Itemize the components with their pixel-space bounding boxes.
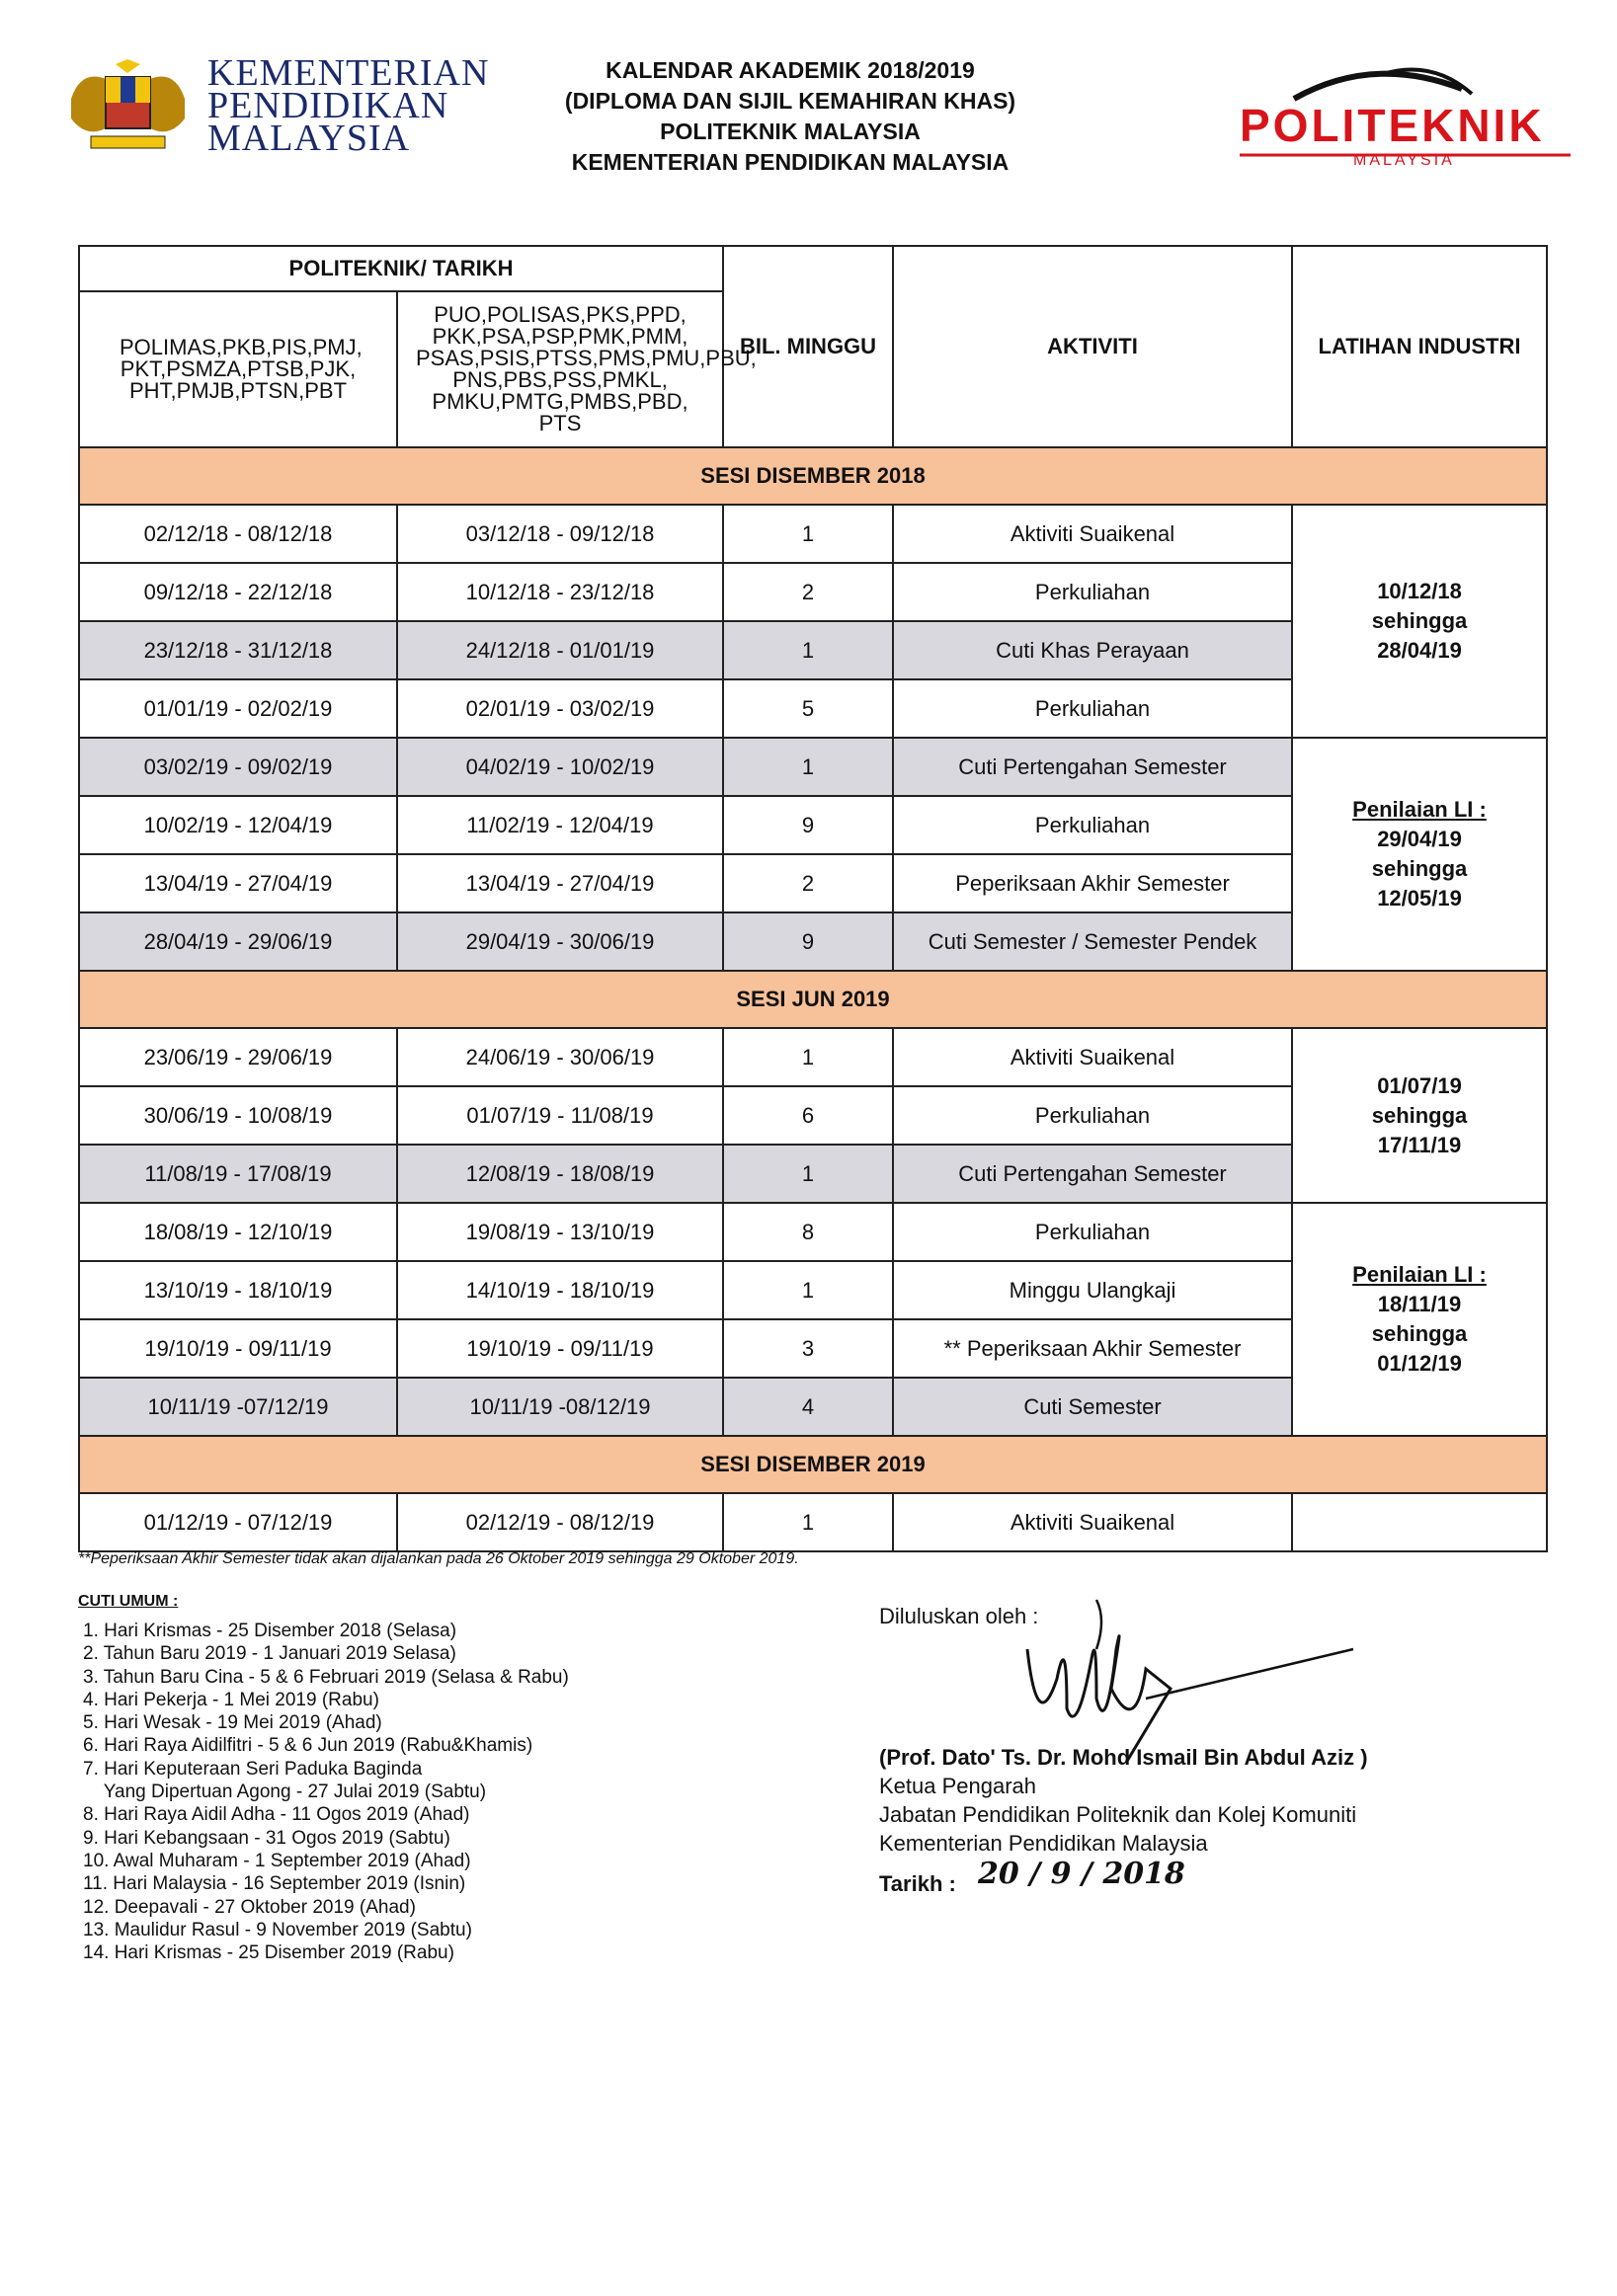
- week-count: 8: [723, 1203, 893, 1261]
- public-holidays-list: [83, 1620, 569, 1964]
- activity: Cuti Khas Perayaan: [893, 621, 1292, 679]
- date-range-group-1: 10/02/19 - 12/04/19: [79, 796, 397, 854]
- date-range-group-2: 24/12/18 - 01/01/19: [397, 621, 723, 679]
- week-count: 1: [723, 1028, 893, 1086]
- week-count: 1: [723, 1261, 893, 1319]
- title-line-2: (DIPLOMA DAN SIJIL KEMAHIRAN KHAS): [564, 88, 1016, 114]
- week-count: 6: [723, 1086, 893, 1145]
- activity: Aktiviti Suaikenal: [893, 505, 1292, 563]
- date-range-group-1: 13/10/19 - 18/10/19: [79, 1261, 397, 1319]
- date-range-group-1: 19/10/19 - 09/11/19: [79, 1319, 397, 1378]
- date-range-group-1: 02/12/18 - 08/12/18: [79, 505, 397, 563]
- week-count: 9: [723, 912, 893, 971]
- week-count: 1: [723, 621, 893, 679]
- industrial-training-period: [1292, 505, 1547, 738]
- li-until: sehingga: [1371, 608, 1468, 633]
- date-range-group-1: 01/12/19 - 07/12/19: [79, 1493, 397, 1551]
- sesi-label: SESI DISEMBER 2018: [79, 447, 1547, 505]
- sesi-row: [79, 971, 1547, 1028]
- date-range-group-1: 01/01/19 - 02/02/19: [79, 679, 397, 738]
- list-item: 6. Hari Raya Aidilfitri - 5 & 6 Jun 2019 (Rabu&Khamis): [83, 1735, 533, 1757]
- activity: ** Peperiksaan Akhir Semester: [893, 1319, 1292, 1378]
- public-holidays-title: CUTI UMUM :: [78, 1593, 179, 1610]
- activity: Perkuliahan: [893, 1086, 1292, 1145]
- date-range-group-2: 11/02/19 - 12/04/19: [397, 796, 723, 854]
- activity: Aktiviti Suaikenal: [893, 1028, 1292, 1086]
- date-range-group-2: 01/07/19 - 11/08/19: [397, 1086, 723, 1145]
- industrial-training-empty: [1292, 1493, 1547, 1551]
- date-range-group-2: 02/12/19 - 08/12/19: [397, 1493, 723, 1551]
- approver-position: Ketua Pengarah: [879, 1774, 1037, 1798]
- week-count: 1: [723, 738, 893, 796]
- date-range-group-2: 10/11/19 -08/12/19: [397, 1378, 723, 1436]
- list-item: 3. Tahun Baru Cina - 5 & 6 Februari 2019 (Selasa & Rabu): [83, 1666, 569, 1688]
- week-count: 2: [723, 854, 893, 912]
- date-range-group-2: 10/12/18 - 23/12/18: [397, 563, 723, 621]
- activity: Perkuliahan: [893, 1203, 1292, 1261]
- list-item: 5. Hari Wesak - 19 Mei 2019 (Ahad): [83, 1712, 382, 1734]
- ministry-line-3: MALAYSIA: [207, 118, 411, 159]
- li-start: 10/12/18: [1377, 579, 1462, 603]
- date-range-group-1: 11/08/19 - 17/08/19: [79, 1145, 397, 1203]
- list-item: 9. Hari Kebangsaan - 31 Ogos 2019 (Sabtu): [83, 1827, 450, 1849]
- table-row: [79, 505, 1547, 563]
- approver-ministry: Kementerian Pendidikan Malaysia: [879, 1831, 1208, 1856]
- activity: Aktiviti Suaikenal: [893, 1493, 1292, 1551]
- list-item: 11. Hari Malaysia - 16 September 2019 (Isnin): [83, 1873, 466, 1895]
- date-range-group-1: 30/06/19 - 10/08/19: [79, 1086, 397, 1145]
- sesi-row: [79, 1436, 1547, 1493]
- week-count: 2: [723, 563, 893, 621]
- ministry-line-1: KEMENTERIAN: [207, 52, 490, 94]
- date-range-group-2: 24/06/19 - 30/06/19: [397, 1028, 723, 1086]
- date-range-group-2: 12/08/19 - 18/08/19: [397, 1145, 723, 1203]
- ministry-name: [207, 52, 490, 159]
- table-row: [79, 1203, 1547, 1261]
- list-item: 1. Hari Krismas - 25 Disember 2018 (Selasa): [83, 1621, 457, 1641]
- li-assessment-heading: Penilaian LI :: [1352, 1262, 1487, 1287]
- li-until: sehingga: [1371, 1102, 1468, 1128]
- li-end: 28/04/19: [1377, 638, 1462, 663]
- date-range-group-2: 02/01/19 - 03/02/19: [397, 679, 723, 738]
- list-item: Yang Dipertuan Agong - 27 Julai 2019 (Sabtu): [83, 1781, 487, 1803]
- activity: Peperiksaan Akhir Semester: [893, 854, 1292, 912]
- list-item: 12. Deepavali - 27 Oktober 2019 (Ahad): [83, 1896, 416, 1918]
- table-row-holiday: [79, 738, 1547, 796]
- li-assessment-heading: Penilaian LI :: [1352, 797, 1487, 822]
- document-title: [514, 55, 1067, 178]
- table-header-row-1: [79, 246, 1547, 291]
- date-range-group-1: 28/04/19 - 29/06/19: [79, 912, 397, 971]
- date-range-group-1: 23/12/18 - 31/12/18: [79, 621, 397, 679]
- academic-calendar-table: [78, 245, 1548, 1552]
- week-count: 1: [723, 505, 893, 563]
- col-header-aktiviti: AKTIVITI: [893, 246, 1292, 447]
- table-row: [79, 1493, 1547, 1551]
- activity: Cuti Semester: [893, 1378, 1292, 1436]
- li-until: sehingga: [1371, 1321, 1468, 1346]
- sesi-label: SESI DISEMBER 2019: [79, 1436, 1547, 1493]
- activity: Cuti Pertengahan Semester: [893, 738, 1292, 796]
- date-range-group-2: 04/02/19 - 10/02/19: [397, 738, 723, 796]
- li-start: 18/11/19: [1377, 1292, 1462, 1316]
- li-end: 17/11/19: [1377, 1132, 1462, 1157]
- activity: Minggu Ulangkaji: [893, 1261, 1292, 1319]
- date-label: Tarikh :: [879, 1871, 956, 1896]
- date-range-group-2: 19/08/19 - 13/10/19: [397, 1203, 723, 1261]
- industrial-training-assessment: [1292, 1203, 1547, 1436]
- poly-logo-text: POLITEKNIK: [1240, 100, 1545, 151]
- date-range-group-1: 03/02/19 - 09/02/19: [79, 738, 397, 796]
- date-range-group-1: 18/08/19 - 12/10/19: [79, 1203, 397, 1261]
- li-start: 01/07/19: [1377, 1072, 1462, 1098]
- date-range-group-1: 13/04/19 - 27/04/19: [79, 854, 397, 912]
- col-header-bil-minggu: BIL. MINGGU: [723, 246, 893, 447]
- col-header-group-2: PUO,POLISAS,PKS,PPD, PKK,PSA,PSP,PMK,PMM, PSAS,PSIS,PTSS,PMS,PMU,PBU, PNS,PBS,PSS,PMKL, PMKU,PMTG,PMBS,PBD, PTS: [397, 291, 723, 447]
- ministry-line-2: PENDIDIKAN: [207, 85, 449, 126]
- activity: Perkuliahan: [893, 796, 1292, 854]
- date-range-group-2: 14/10/19 - 18/10/19: [397, 1261, 723, 1319]
- table-row: [79, 1028, 1547, 1086]
- date-range-group-2: 19/10/19 - 09/11/19: [397, 1319, 723, 1378]
- politeknik-logo: [1235, 54, 1576, 168]
- handwritten-date: 20 / 9 / 2018: [978, 1857, 1185, 1891]
- list-item: 4. Hari Pekerja - 1 Mei 2019 (Rabu): [83, 1689, 379, 1710]
- group-header: POLITEKNIK/ TARIKH: [79, 246, 723, 291]
- week-count: 9: [723, 796, 893, 854]
- list-item: 13. Maulidur Rasul - 9 November 2019 (Sabtu): [83, 1919, 472, 1940]
- week-count: 1: [723, 1493, 893, 1551]
- list-item: 14. Hari Krismas - 25 Disember 2019 (Rabu): [83, 1942, 454, 1964]
- activity: Perkuliahan: [893, 679, 1292, 738]
- date-range-group-1: 23/06/19 - 29/06/19: [79, 1028, 397, 1086]
- week-count: 5: [723, 679, 893, 738]
- date-range-group-2: 29/04/19 - 30/06/19: [397, 912, 723, 971]
- list-item: 10. Awal Muharam - 1 September 2019 (Ahad): [83, 1850, 471, 1871]
- footnote: **Peperiksaan Akhir Semester tidak akan dijalankan pada 26 Oktober 2019 sehingga 29 Oktober 2019.: [78, 1550, 799, 1567]
- li-end: 01/12/19: [1377, 1351, 1462, 1376]
- date-range-group-1: 09/12/18 - 22/12/18: [79, 563, 397, 621]
- list-item: 7. Hari Keputeraan Seri Paduka Baginda: [83, 1758, 423, 1780]
- li-end: 12/05/19: [1377, 886, 1462, 910]
- handwritten-signature: [998, 1590, 1393, 1768]
- poly-logo-subtext: MALAYSIA: [1353, 152, 1455, 168]
- li-start: 29/04/19: [1377, 827, 1462, 851]
- date-range-group-2: 13/04/19 - 27/04/19: [397, 854, 723, 912]
- approver-department: Jabatan Pendidikan Politeknik dan Kolej Komuniti: [879, 1802, 1357, 1827]
- title-line-3: POLITEKNIK MALAYSIA: [660, 119, 921, 144]
- ministry-crest-logo: [61, 59, 195, 158]
- week-count: 4: [723, 1378, 893, 1436]
- industrial-training-period: [1292, 1028, 1547, 1203]
- title-line-4: KEMENTERIAN PENDIDIKAN MALAYSIA: [571, 149, 1010, 175]
- list-item: 8. Hari Raya Aidil Adha - 11 Ogos 2019 (Ahad): [83, 1804, 470, 1826]
- approver-name: (Prof. Dato' Ts. Dr. Mohd Ismail Bin Abdul Aziz ): [879, 1745, 1368, 1770]
- sesi-row: [79, 447, 1547, 505]
- activity: Perkuliahan: [893, 563, 1292, 621]
- col-header-group-1: POLIMAS,PKB,PIS,PMJ, PKT,PSMZA,PTSB,PJK, PHT,PMJB,PTSN,PBT: [79, 291, 397, 447]
- li-until: sehingga: [1371, 856, 1468, 881]
- title-line-1: KALENDAR AKADEMIK 2018/2019: [606, 57, 975, 83]
- date-range-group-1: 10/11/19 -07/12/19: [79, 1378, 397, 1436]
- col-header-latihan-industri: LATIHAN INDUSTRI: [1292, 246, 1547, 447]
- industrial-training-assessment: [1292, 738, 1547, 971]
- date-range-group-2: 03/12/18 - 09/12/18: [397, 505, 723, 563]
- approved-by-label: Diluluskan oleh :: [879, 1604, 1039, 1628]
- activity: Cuti Pertengahan Semester: [893, 1145, 1292, 1203]
- activity: Cuti Semester / Semester Pendek: [893, 912, 1292, 971]
- week-count: 1: [723, 1145, 893, 1203]
- sesi-label: SESI JUN 2019: [79, 971, 1547, 1028]
- list-item: 2. Tahun Baru 2019 - 1 Januari 2019 Selasa): [83, 1643, 456, 1665]
- week-count: 3: [723, 1319, 893, 1378]
